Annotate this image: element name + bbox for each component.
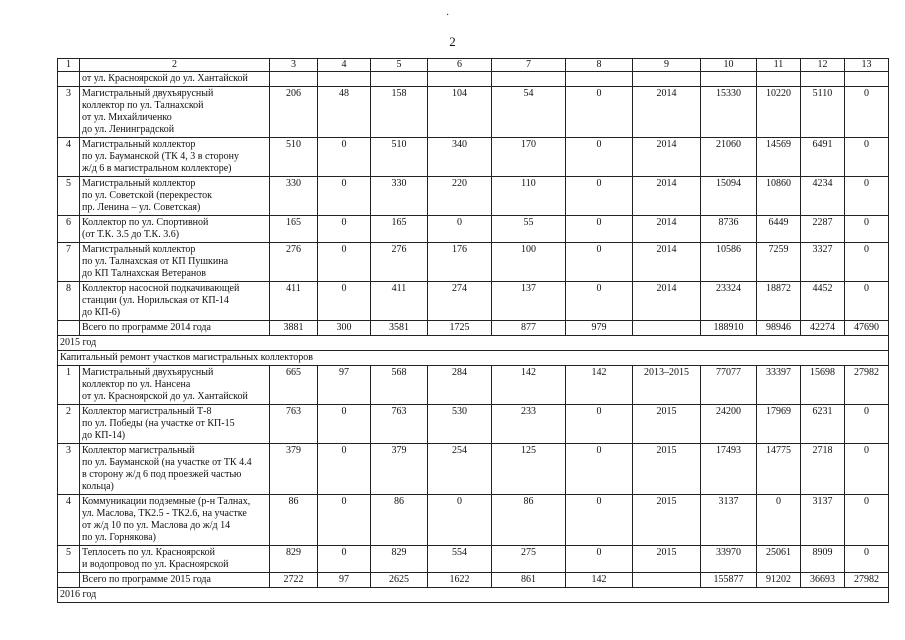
value-cell: 54	[492, 87, 566, 138]
row-title	[80, 282, 270, 321]
value-cell: 0	[318, 546, 371, 573]
total-cell: 3581	[371, 321, 428, 336]
value-cell: 0	[845, 243, 889, 282]
value-cell: 55	[492, 216, 566, 243]
value-cell: 165	[371, 216, 428, 243]
header-cell: 2	[80, 59, 270, 72]
value-cell: 8909	[801, 546, 845, 573]
value-cell: 3137	[801, 495, 845, 546]
year-heading-text: 2016 год	[58, 588, 889, 603]
total-cell: 42274	[801, 321, 845, 336]
title-line: Магистральный двухъярусный	[82, 367, 214, 378]
title-line: по ул. Бауманской (на участке от ТК 4.4	[82, 457, 252, 468]
value-cell: 0	[318, 282, 371, 321]
value-cell: 23324	[701, 282, 757, 321]
value-cell: 0	[845, 495, 889, 546]
value-cell: 510	[270, 138, 318, 177]
value-cell: 0	[566, 177, 633, 216]
page-number: 2	[449, 34, 456, 49]
title-line: ул. Маслова, ТК2.5 - ТК2.6, на участке	[82, 508, 247, 519]
value-cell: 0	[845, 546, 889, 573]
value-cell: 10220	[757, 87, 801, 138]
title-line: коллектор по ул. Нансена	[82, 379, 191, 390]
value-cell: 0	[566, 138, 633, 177]
value-cell: 554	[428, 546, 492, 573]
value-cell: 14775	[757, 444, 801, 495]
total-cell: 300	[318, 321, 371, 336]
value-cell: 0	[318, 216, 371, 243]
value-cell: 284	[428, 366, 492, 405]
value-cell: 2013–2015	[633, 366, 701, 405]
value-cell: 0	[318, 177, 371, 216]
header-cell: 7	[492, 59, 566, 72]
title-line: Коммуникации подземные (р-н Талнах,	[82, 496, 251, 507]
value-cell: 15094	[701, 177, 757, 216]
value-cell: 3327	[801, 243, 845, 282]
value-cell: 2014	[633, 216, 701, 243]
total-cell: 979	[566, 321, 633, 336]
total-cell: 155877	[701, 573, 757, 588]
value-cell: 0	[566, 405, 633, 444]
row-number: 6	[58, 216, 80, 243]
title-line: по ул. Победы (на участке от КП-15	[82, 418, 235, 429]
total-cell: 1725	[428, 321, 492, 336]
header-cell: 12	[801, 59, 845, 72]
row-title: от ул. Красноярской до ул. Хантайской	[80, 72, 270, 87]
total-cell: 98946	[757, 321, 801, 336]
row-number: 4	[58, 495, 80, 546]
header-row	[58, 59, 889, 72]
value-cell: 276	[270, 243, 318, 282]
total-cell: 188910	[701, 321, 757, 336]
value-cell: 6231	[801, 405, 845, 444]
row-number: 7	[58, 243, 80, 282]
value-cell: 86	[371, 495, 428, 546]
value-cell: 142	[566, 366, 633, 405]
value-cell: 0	[318, 405, 371, 444]
total-row	[58, 321, 889, 336]
title-line: ж/д 6 в магистральном коллекторе)	[82, 163, 232, 174]
value-cell: 15330	[701, 87, 757, 138]
value-cell: 100	[492, 243, 566, 282]
total-cell: 1622	[428, 573, 492, 588]
year-heading	[58, 588, 889, 603]
header-cell: 11	[757, 59, 801, 72]
total-row	[58, 573, 889, 588]
value-cell: 276	[371, 243, 428, 282]
value-cell: 10860	[757, 177, 801, 216]
total-cell	[633, 321, 701, 336]
header-cell: 6	[428, 59, 492, 72]
value-cell: 24200	[701, 405, 757, 444]
value-cell: 4452	[801, 282, 845, 321]
row-title	[80, 177, 270, 216]
value-cell: 0	[566, 282, 633, 321]
value-cell: 330	[270, 177, 318, 216]
row-number: 5	[58, 177, 80, 216]
table-row	[58, 177, 889, 216]
value-cell: 4234	[801, 177, 845, 216]
title-line: по ул. Талнахская от КП Пушкина	[82, 256, 229, 267]
row-title	[80, 366, 270, 405]
value-cell: 86	[270, 495, 318, 546]
value-cell: 829	[270, 546, 318, 573]
value-cell: 7259	[757, 243, 801, 282]
value-cell: 2014	[633, 282, 701, 321]
title-line: до ул. Ленинградской	[82, 124, 175, 135]
row-number: 8	[58, 282, 80, 321]
title-line: до КП-14)	[82, 430, 126, 441]
table-row	[58, 87, 889, 138]
value-cell: 3137	[701, 495, 757, 546]
value-cell: 165	[270, 216, 318, 243]
value-cell: 0	[318, 495, 371, 546]
row-title	[80, 405, 270, 444]
total-label: Всего по программе 2015 года	[80, 573, 270, 588]
title-line: пр. Ленина – ул. Советская)	[82, 202, 201, 213]
value-cell: 0	[845, 87, 889, 138]
table-row	[58, 495, 889, 546]
row-title	[80, 243, 270, 282]
header-cell: 10	[701, 59, 757, 72]
value-cell: 104	[428, 87, 492, 138]
value-cell: 10586	[701, 243, 757, 282]
value-cell: 48	[318, 87, 371, 138]
title-line: станции (ул. Норильская от КП-14	[82, 295, 229, 306]
value-cell: 137	[492, 282, 566, 321]
value-cell: 0	[845, 138, 889, 177]
value-cell: 2015	[633, 495, 701, 546]
value-cell: 0	[845, 444, 889, 495]
value-cell: 2014	[633, 177, 701, 216]
table-row	[58, 216, 889, 243]
value-cell: 0	[845, 282, 889, 321]
title-line: по ул. Советской (перекресток	[82, 190, 212, 201]
value-cell: 0	[566, 243, 633, 282]
value-cell: 77077	[701, 366, 757, 405]
total-cell	[633, 573, 701, 588]
value-cell: 15698	[801, 366, 845, 405]
row-title	[80, 444, 270, 495]
value-cell: 86	[492, 495, 566, 546]
value-cell: 0	[566, 495, 633, 546]
value-cell: 0	[318, 243, 371, 282]
title-line: Теплосеть по ул. Красноярской	[82, 547, 216, 558]
value-cell: 510	[371, 138, 428, 177]
table-row	[58, 243, 889, 282]
value-cell: 6491	[801, 138, 845, 177]
value-cell: 0	[566, 546, 633, 573]
value-cell: 0	[428, 495, 492, 546]
value-cell: 2718	[801, 444, 845, 495]
value-cell: 33397	[757, 366, 801, 405]
value-cell: 411	[371, 282, 428, 321]
value-cell: 2015	[633, 546, 701, 573]
title-line: до КП-6)	[82, 307, 121, 318]
title-line: от ж/д 10 по ул. Маслова до ж/д 14	[82, 520, 231, 531]
value-cell: 254	[428, 444, 492, 495]
title-line: от ул. Красноярской до ул. Хантайской	[82, 391, 248, 402]
value-cell: 206	[270, 87, 318, 138]
value-cell: 25061	[757, 546, 801, 573]
title-line: по ул. Горнякова)	[82, 532, 156, 543]
value-cell: 6449	[757, 216, 801, 243]
total-cell: 97	[318, 573, 371, 588]
total-cell: 3881	[270, 321, 318, 336]
header-cell: 9	[633, 59, 701, 72]
year-heading-text: 2015 год	[58, 336, 889, 351]
header-cell: 1	[58, 59, 80, 72]
value-cell: 829	[371, 546, 428, 573]
value-cell: 568	[371, 366, 428, 405]
title-line: в сторону ж/д 6 под проезжей частью	[82, 469, 242, 480]
value-cell: 0	[757, 495, 801, 546]
title-line: Магистральный коллектор	[82, 244, 196, 255]
row-number: 4	[58, 138, 80, 177]
value-cell: 330	[371, 177, 428, 216]
table-row	[58, 546, 889, 573]
value-cell: 530	[428, 405, 492, 444]
value-cell: 0	[845, 177, 889, 216]
header-cell: 5	[371, 59, 428, 72]
section-heading-text: Капитальный ремонт участков магистральных коллекторов	[58, 351, 889, 366]
value-cell: 17969	[757, 405, 801, 444]
value-cell: 0	[428, 216, 492, 243]
table-row	[58, 282, 889, 321]
value-cell: 8736	[701, 216, 757, 243]
total-cell: 36693	[801, 573, 845, 588]
value-cell: 158	[371, 87, 428, 138]
value-cell: 0	[318, 138, 371, 177]
value-cell: 0	[318, 444, 371, 495]
table-row	[58, 366, 889, 405]
title-line: Магистральный коллектор	[82, 139, 196, 150]
total-cell: 2625	[371, 573, 428, 588]
title-line: кольца)	[82, 481, 114, 492]
value-cell: 665	[270, 366, 318, 405]
title-line: от ул. Михайличенко	[82, 112, 172, 123]
row-title	[80, 87, 270, 138]
title-line: Коллектор магистральный	[82, 445, 195, 456]
value-cell: 379	[371, 444, 428, 495]
row-number: 2	[58, 405, 80, 444]
row-title	[80, 495, 270, 546]
value-cell: 125	[492, 444, 566, 495]
value-cell: 2014	[633, 243, 701, 282]
value-cell: 21060	[701, 138, 757, 177]
title-line: и водопровод по ул. Красноярской	[82, 559, 229, 570]
title-line: (от Т.К. 3.5 до Т.К. 3.6)	[82, 229, 180, 240]
value-cell: 220	[428, 177, 492, 216]
total-cell: 877	[492, 321, 566, 336]
total-cell: 27982	[845, 573, 889, 588]
row-title	[80, 138, 270, 177]
value-cell: 142	[492, 366, 566, 405]
total-cell: 2722	[270, 573, 318, 588]
value-cell: 2287	[801, 216, 845, 243]
row-number: 3	[58, 87, 80, 138]
value-cell: 763	[270, 405, 318, 444]
title-line: Коллектор насосной подкачивающей	[82, 283, 240, 294]
table-row	[58, 405, 889, 444]
value-cell: 0	[845, 216, 889, 243]
row-title	[80, 216, 270, 243]
value-cell: 170	[492, 138, 566, 177]
program-table	[57, 58, 889, 603]
header-cell: 13	[845, 59, 889, 72]
title-line: Магистральный двухъярусный	[82, 88, 214, 99]
header-cell: 4	[318, 59, 371, 72]
continuation-row	[58, 72, 889, 87]
title-line: коллектор по ул. Талнахской	[82, 100, 204, 111]
value-cell: 17493	[701, 444, 757, 495]
table-row	[58, 444, 889, 495]
value-cell: 2014	[633, 138, 701, 177]
value-cell: 14569	[757, 138, 801, 177]
total-cell: 861	[492, 573, 566, 588]
value-cell: 275	[492, 546, 566, 573]
year-heading	[58, 336, 889, 351]
value-cell: 27982	[845, 366, 889, 405]
total-cell: 47690	[845, 321, 889, 336]
table-row	[58, 138, 889, 177]
header-cell: 3	[270, 59, 318, 72]
row-number: 3	[58, 444, 80, 495]
value-cell: 0	[566, 444, 633, 495]
value-cell: 5110	[801, 87, 845, 138]
total-cell: 91202	[757, 573, 801, 588]
section-heading	[58, 351, 889, 366]
row-number: 5	[58, 546, 80, 573]
total-label: Всего по программе 2014 года	[80, 321, 270, 336]
value-cell: 274	[428, 282, 492, 321]
value-cell: 2015	[633, 405, 701, 444]
value-cell: 0	[566, 87, 633, 138]
title-line: по ул. Бауманской (ТК 4, 3 в сторону	[82, 151, 239, 162]
value-cell: 411	[270, 282, 318, 321]
value-cell: 340	[428, 138, 492, 177]
value-cell: 176	[428, 243, 492, 282]
title-line: Коллектор магистральный Т-8	[82, 406, 212, 417]
row-number: 1	[58, 366, 80, 405]
value-cell: 0	[566, 216, 633, 243]
value-cell: 33970	[701, 546, 757, 573]
value-cell: 763	[371, 405, 428, 444]
scan-dot: ·	[446, 10, 450, 21]
value-cell: 379	[270, 444, 318, 495]
title-line: Магистральный коллектор	[82, 178, 196, 189]
value-cell: 18872	[757, 282, 801, 321]
title-line: до КП Талнахская Ветеранов	[82, 268, 206, 279]
value-cell: 233	[492, 405, 566, 444]
value-cell: 0	[845, 405, 889, 444]
value-cell: 2015	[633, 444, 701, 495]
value-cell: 97	[318, 366, 371, 405]
title-line: Коллектор по ул. Спортивной	[82, 217, 209, 228]
total-cell: 142	[566, 573, 633, 588]
row-title	[80, 546, 270, 573]
value-cell: 2014	[633, 87, 701, 138]
header-cell: 8	[566, 59, 633, 72]
value-cell: 110	[492, 177, 566, 216]
